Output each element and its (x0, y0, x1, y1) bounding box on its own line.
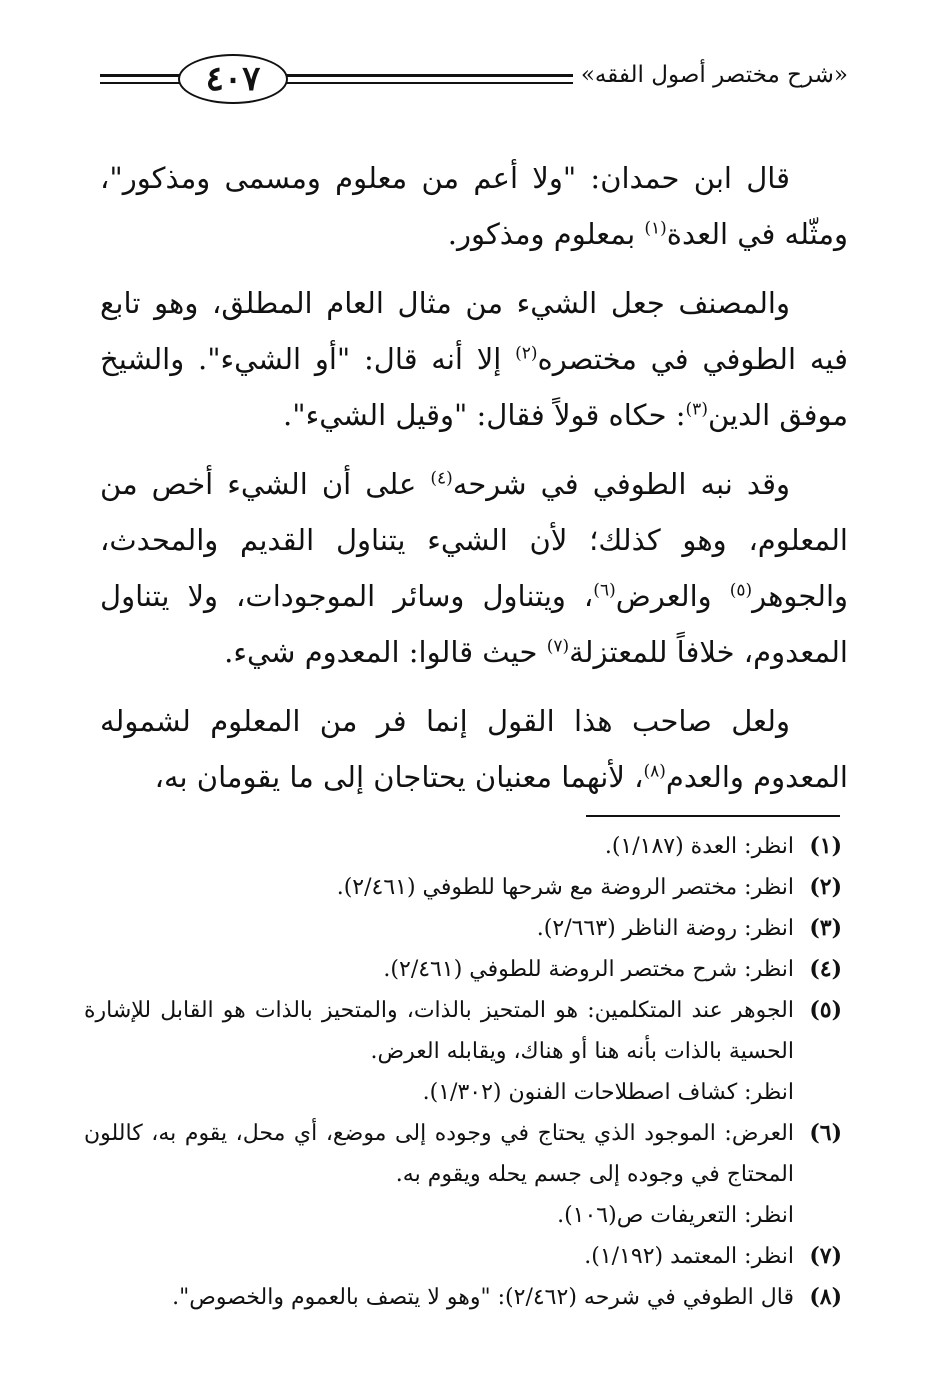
footnote-ref[interactable]: (٥) (729, 580, 753, 601)
footnote-5-source: انظر: كشاف اصطلاحات الفنون (١/٣٠٢). (422, 1080, 794, 1105)
footnote-ref[interactable]: (٤) (430, 468, 453, 489)
page-header (100, 48, 848, 112)
page-number-text: ٤٠٧ (205, 59, 261, 99)
paragraph-3 (100, 456, 848, 680)
paragraph-1 (100, 150, 848, 262)
text-run: وقد نبه الطوفي في شرحه (452, 467, 790, 501)
paragraph-2 (100, 275, 848, 443)
footnote-text: انظر: العدة (١/١٨٧). (604, 834, 794, 859)
text-run: إلا أنه قال: "أو الشيء". والشيخ موفق الدين (100, 342, 848, 432)
footnote-ref[interactable]: (٧) (546, 636, 570, 657)
text-run: حيث قالوا: المعدوم شيء. (224, 635, 547, 669)
footnote-ref[interactable]: (٢) (515, 343, 538, 364)
paragraph-4 (100, 693, 848, 805)
footnote-text: انظر: مختصر الروضة مع شرحها للطوفي (٢/٤٦١). (336, 875, 794, 900)
footnote-text: الجوهر عند المتكلمين: هو المتحيز بالذات، والمتحيز بالذات هو القابل للإشارة الحسية بالذات بأنه هنا أو هناك، ويقابله العرض. (84, 998, 794, 1064)
footnote-ref[interactable]: (٨) (643, 761, 666, 782)
footnote-number: (٤) (809, 956, 842, 982)
text-run: والعرض (615, 579, 730, 613)
footnote-number: (٦) (809, 1120, 842, 1146)
footnote-separator (586, 815, 840, 817)
footnote-ref[interactable]: (٦) (593, 580, 616, 601)
footnote-text: انظر: روضة الناظر (٢/٦٦٣). (536, 916, 794, 941)
footnote-number: (٧) (809, 1243, 842, 1269)
text-run: بمعلوم ومذكور. (447, 217, 645, 251)
page-number (178, 54, 288, 104)
footnote-ref[interactable]: (٣) (685, 399, 708, 420)
text-run: ، لأنهما معنيان يحتاجان إلى ما يقومان به، (154, 760, 644, 794)
text-run: : حكاه قولاً فقال: "وقيل الشيء". (283, 398, 686, 432)
footnote-6-source: انظر: التعريفات ص(١٠٦). (557, 1203, 794, 1228)
footnote-4 (84, 949, 842, 990)
footnote-6 (84, 1113, 842, 1195)
footnote-number: (٢) (809, 874, 842, 900)
text-run: والمصنف جعل الشيء من مثال العام المطلق، وهو تابع فيه الطوفي في مختصره (100, 286, 848, 376)
footnote-text: قال الطوفي في شرحه (٢/٤٦٢): "وهو لا يتصف بالعموم والخصوص". (172, 1285, 794, 1310)
footnote-text: انظر: المعتمد (١/١٩٢). (584, 1244, 794, 1269)
footnote-number: (١) (809, 833, 842, 859)
text-run: ، ويتناول وسائر الموجودات، ولا يتناول المعدوم، خلافاً للمعتزلة (100, 579, 848, 669)
text-run: على أن الشيء أخص من المعلوم، وهو كذلك؛ لأن الشيء يتناول القديم والمحدث، والجوهر (100, 467, 849, 613)
footnote-7 (84, 1236, 842, 1277)
footnote-3 (84, 908, 842, 949)
footnote-text: العرض: الموجود الذي يحتاج في وجوده إلى موضع، أي محل، يقوم به، كاللون المحتاج في وجوده إلى جسم يحله ويقوم به. (84, 1121, 794, 1187)
footnotes (84, 826, 842, 1318)
running-title: «شرح مختصر أصول الفقه» (573, 62, 848, 88)
footnote-ref[interactable]: (١) (644, 218, 667, 239)
main-text (100, 150, 848, 818)
text-run: ولعل صاحب هذا القول إنما فر من المعلوم لشموله المعدوم والعدم (100, 704, 848, 794)
footnote-1 (84, 826, 842, 867)
footnote-2 (84, 867, 842, 908)
footnote-5 (84, 990, 842, 1072)
footnote-number: (٨) (809, 1284, 842, 1310)
text-run: قال ابن حمدان: "ولا أعم من معلوم ومسمى ومذكور"، ومثّله في العدة (100, 161, 848, 251)
footnote-text: انظر: شرح مختصر الروضة للطوفي (٢/٤٦١). (383, 957, 794, 982)
footnote-number: (٥) (809, 997, 842, 1023)
footnote-8 (84, 1277, 842, 1318)
footnote-number: (٣) (809, 915, 842, 941)
